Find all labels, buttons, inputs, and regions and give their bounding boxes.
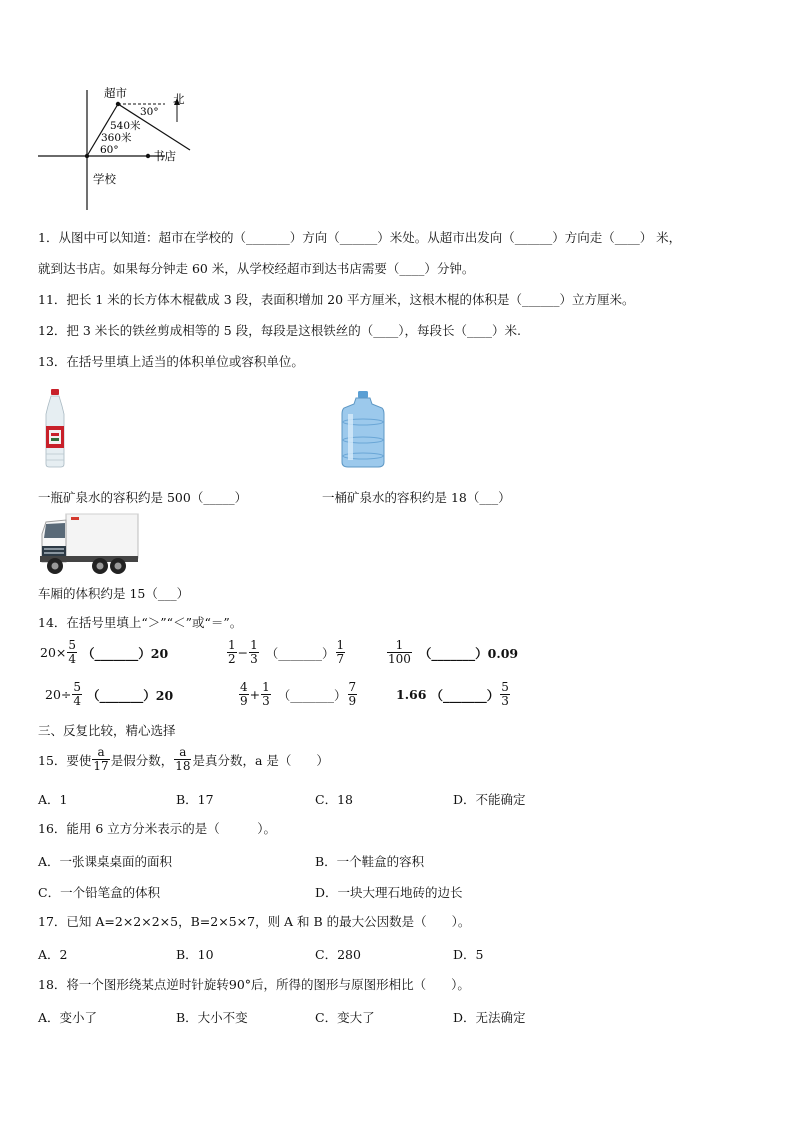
map-angle-60: 60° bbox=[100, 144, 119, 156]
truck-caption: 车厢的体积约是 15（___） bbox=[38, 586, 190, 601]
q14-row2-b: $\frac{4}{9}$ + $\frac{1}{3}$ （_______） $\frac{7}{9}$ bbox=[240, 680, 357, 708]
question-13-stem: 13．在括号里填上适当的体积单位或容积单位。 bbox=[38, 354, 304, 369]
fraction: $\frac{1}{3}$ bbox=[262, 680, 270, 708]
map-label-school: 学校 bbox=[93, 172, 116, 186]
q18-option-b[interactable]: B．大小不变 bbox=[176, 1010, 248, 1025]
q14-row1-a: 20× $\frac{5}{4}$ （_______）20 bbox=[40, 638, 169, 666]
fraction: $\frac{1}{2}$ bbox=[228, 638, 236, 666]
q15-option-a[interactable]: A．1 bbox=[38, 792, 68, 807]
q14-row1-b: $\frac{1}{2}$ − $\frac{1}{3}$ （_______） $\frac{1}{7}$ bbox=[228, 638, 345, 666]
fraction: $\frac{4}{9}$ bbox=[240, 680, 248, 708]
question-16-stem: 16．能用 6 立方分米表示的是（ ）。 bbox=[38, 821, 277, 836]
fraction: $\frac{5}{4}$ bbox=[68, 638, 77, 666]
q15-option-c[interactable]: C．18 bbox=[315, 792, 353, 807]
question-1-line-1: 1．从图中可以知道：超市在学校的（_______）方向（______）米处。从超市出发向（______）方向走（____） 米， bbox=[38, 230, 682, 245]
map-label-supermarket: 超市 bbox=[104, 86, 127, 100]
q14-row2-a: 20÷ $\frac{5}{4}$ （_______）20 bbox=[45, 680, 174, 708]
q16-option-b[interactable]: B．一个鞋盒的容积 bbox=[315, 854, 425, 869]
question-1-line-2: 就到达书店。如果每分钟走 60 米，从学校经超市到达书店需要（____）分钟。 bbox=[38, 261, 475, 276]
q14-row2-c: 1.66 （_______） $\frac{5}{3}$ bbox=[396, 680, 509, 708]
question-11: 11．把长 1 米的长方体木棍截成 3 段，表面积增加 20 平方厘米，这根木棍的体积是（______）立方厘米。 bbox=[38, 292, 635, 307]
q18-option-a[interactable]: A．变小了 bbox=[38, 1010, 98, 1025]
map-angle-30: 30° bbox=[140, 106, 159, 118]
question-14-stem: 14．在括号里填上“＞”“＜”或“＝”。 bbox=[38, 615, 243, 630]
question-17-stem: 17．已知 A=2×2×2×5，B=2×5×7，则 A 和 B 的最大公因数是（ ）。 bbox=[38, 914, 471, 929]
fraction: $\frac{5}{3}$ bbox=[501, 680, 509, 708]
q17-option-b[interactable]: B．10 bbox=[176, 947, 214, 962]
map-label-bookstore: 书店 bbox=[153, 149, 176, 163]
q17-option-d[interactable]: D．5 bbox=[453, 947, 484, 962]
q16-option-c[interactable]: C．一个铅笔盒的体积 bbox=[38, 885, 161, 900]
water-bottle-image bbox=[40, 388, 70, 468]
section-3-heading: 三、反复比较，精心选择 bbox=[38, 723, 176, 738]
fraction: $\frac{a}{17}$ bbox=[93, 745, 109, 773]
fraction: $\frac{5}{4}$ bbox=[73, 680, 82, 708]
map-dist-360: 360米 bbox=[101, 132, 132, 144]
water-barrel-image bbox=[340, 390, 386, 468]
q15-option-d[interactable]: D．不能确定 bbox=[453, 792, 526, 807]
question-18-stem: 18．将一个图形绕某点逆时针旋转90°后，所得的图形与原图形相比（ ）。 bbox=[38, 977, 470, 992]
q18-option-d[interactable]: D．无法确定 bbox=[453, 1010, 526, 1025]
direction-map-diagram bbox=[30, 82, 210, 217]
map-dist-540: 540米 bbox=[110, 120, 141, 132]
fraction: $\frac{a}{18}$ bbox=[175, 745, 191, 773]
map-label-north: 北 bbox=[173, 92, 185, 106]
q16-option-d[interactable]: D．一块大理石地砖的边长 bbox=[315, 885, 463, 900]
bottle-caption: 一瓶矿泉水的容积约是 500（_____） bbox=[38, 490, 248, 505]
question-15-stem: 15．要使 $\frac{a}{17}$ 是假分数， $\frac{a}{18}$ 是真分数，a 是（ ） bbox=[38, 745, 329, 773]
q16-option-a[interactable]: A．一张课桌桌面的面积 bbox=[38, 854, 173, 869]
fraction: $\frac{1}{3}$ bbox=[250, 638, 258, 666]
truck-image bbox=[38, 512, 140, 576]
q17-option-a[interactable]: A．2 bbox=[38, 947, 68, 962]
fraction: $\frac{1}{100}$ bbox=[388, 638, 411, 666]
fraction: $\frac{1}{7}$ bbox=[336, 638, 345, 666]
q14-row1-c: $\frac{1}{100}$ （_______）0.09 bbox=[388, 638, 519, 666]
fraction: $\frac{7}{9}$ bbox=[348, 680, 357, 708]
q17-option-c[interactable]: C．280 bbox=[315, 947, 361, 962]
q15-option-b[interactable]: B．17 bbox=[176, 792, 214, 807]
question-12: 12．把 3 米长的铁丝剪成相等的 5 段，每段是这根铁丝的（____），每段长（____）米. bbox=[38, 323, 521, 338]
barrel-caption: 一桶矿泉水的容积约是 18（___） bbox=[322, 490, 511, 505]
q18-option-c[interactable]: C．变大了 bbox=[315, 1010, 375, 1025]
